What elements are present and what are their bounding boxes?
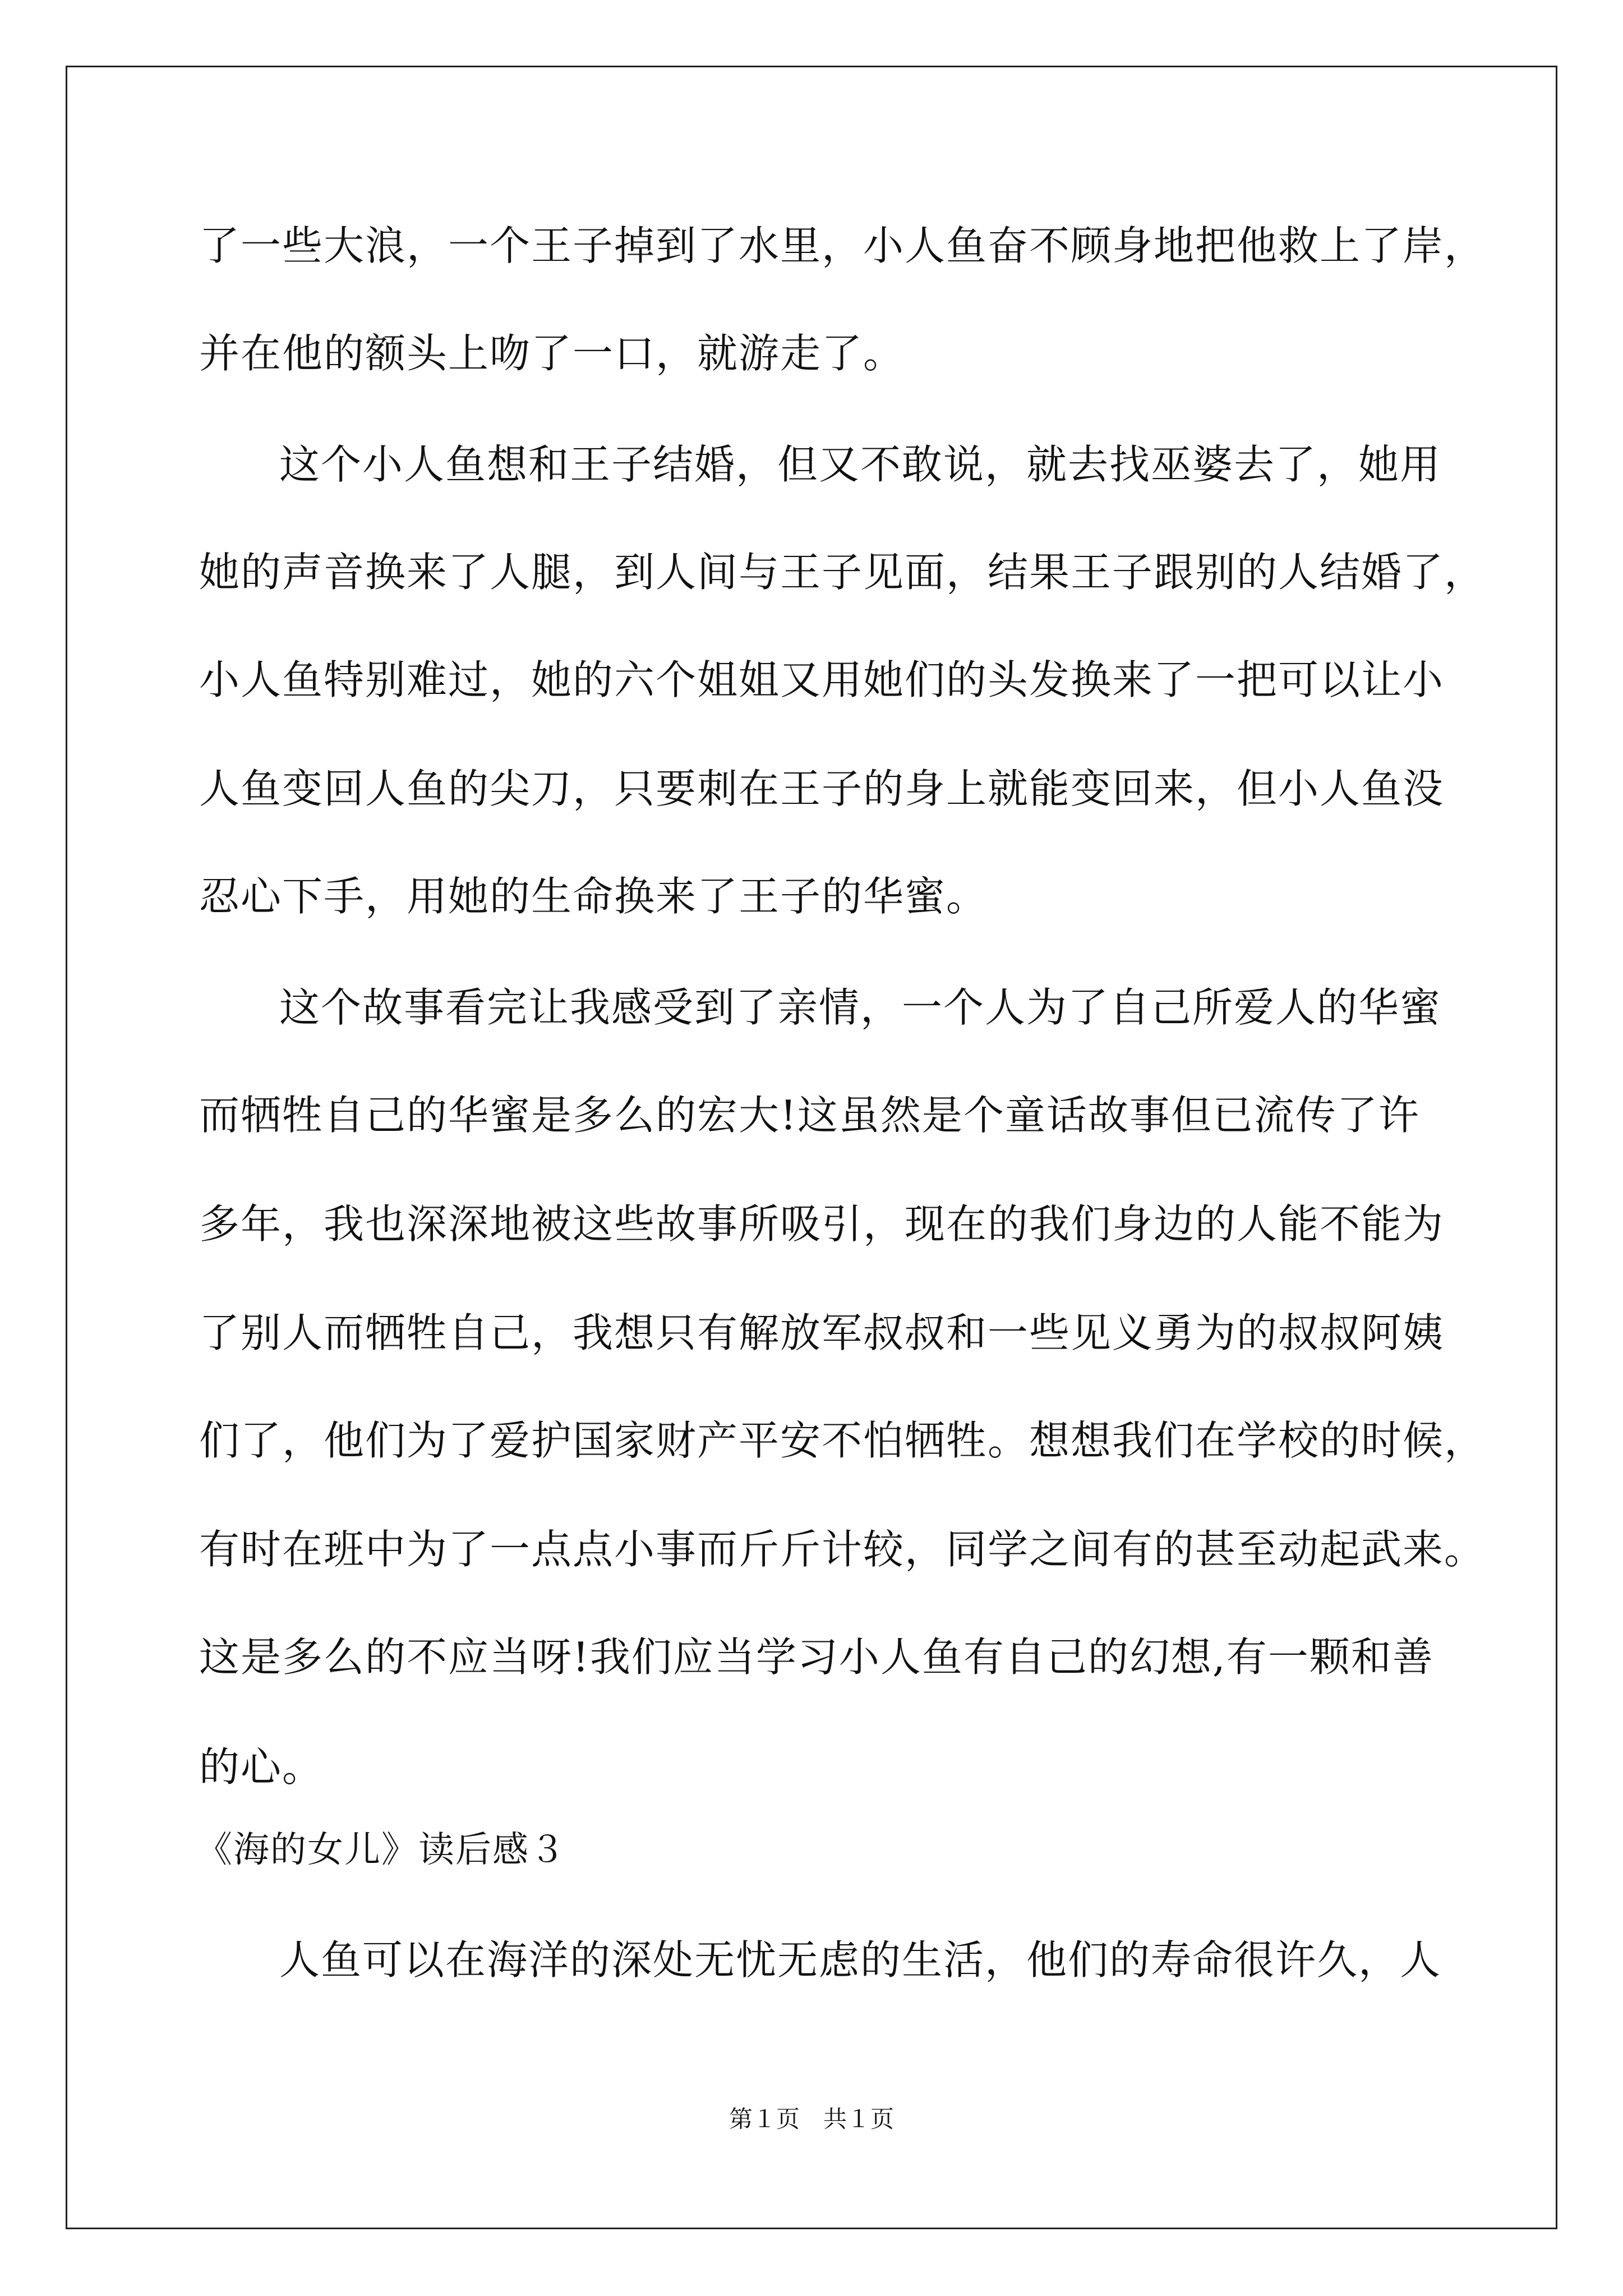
paragraph-line: 了别人而牺牲自己，我想只有解放军叔叔和一些见义勇为的叔叔阿姨 — [199, 1309, 1445, 1356]
paragraph-line: 这个故事看完让我感受到了亲情，一个人为了自己所爱人的华蜜 — [279, 984, 1442, 1031]
section-heading: 《海的女儿》读后感３ — [196, 1829, 566, 1871]
paragraph-line: 而牺牲自己的华蜜是多么的宏大!这虽然是个童话故事但已流传了许 — [199, 1092, 1420, 1139]
paragraph-line: 忍心下手，用她的生命换来了王子的华蜜。 — [199, 873, 988, 920]
paragraph-line: 的心。 — [199, 1743, 324, 1791]
page-border — [66, 66, 1557, 2229]
paragraph-line: 多年，我也深深地被这些故事所吸引，现在的我们身边的人能不能为 — [199, 1200, 1445, 1248]
paragraph-line: 并在他的额头上吻了一口，就游走了。 — [199, 330, 905, 377]
paragraph-line: 这个小人鱼想和王子结婚，但又不敢说，就去找巫婆去了，她用 — [279, 441, 1442, 488]
paragraph-line: 了一些大浪，一个王子掉到了水里，小人鱼奋不顾身地把他救上了岸， — [199, 222, 1486, 269]
paragraph-line: 小人鱼特别难过，她的六个姐姐又用她们的头发换来了一把可以让小 — [199, 656, 1445, 703]
paragraph-line: 有时在班中为了一点点小事而斤斤计较，同学之间有的甚至动起武来。 — [199, 1526, 1486, 1573]
paragraph-line: 们了，他们为了爱护国家财产平安不怕牺牲。想想我们在学校的时候， — [199, 1417, 1486, 1464]
paragraph-line: 人鱼可以在海洋的深处无忧无虑的生活，他们的寿命很许久，人 — [279, 1936, 1442, 1984]
paragraph-line: 人鱼变回人鱼的尖刀，只要刺在王子的身上就能变回来，但小人鱼没 — [199, 765, 1445, 812]
paragraph-line: 她的声音换来了人腿，到人间与王子见面，结果王子跟别的人结婚了， — [199, 549, 1486, 596]
page-number-footer: 第１页 共１页 — [728, 2105, 894, 2133]
paragraph-line: 这是多么的不应当呀!我们应当学习小人鱼有自己的幻想,有一颗和善 — [199, 1634, 1434, 1681]
